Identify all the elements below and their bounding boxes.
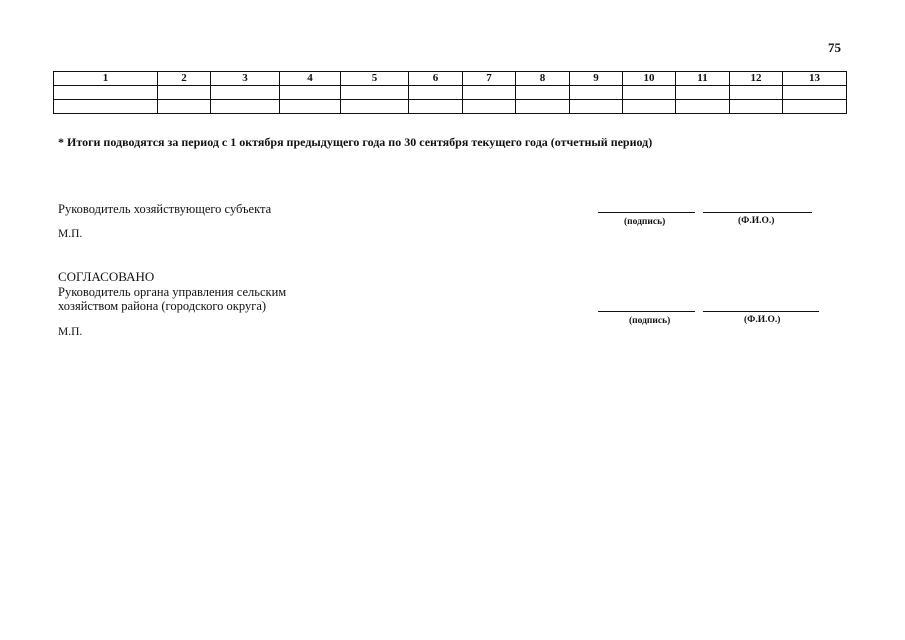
footnote: * Итоги подводятся за период с 1 октября предыдущего года по 30 сентября текущего года (отчетный период) bbox=[58, 135, 653, 149]
column-header: 12 bbox=[730, 72, 783, 86]
data-table bbox=[53, 71, 847, 114]
approver-title-line1: Руководитель органа управления сельским bbox=[58, 285, 287, 299]
table-cell bbox=[463, 100, 516, 114]
column-header: 10 bbox=[623, 72, 676, 86]
name-line bbox=[703, 212, 812, 213]
signature-caption: (подпись) bbox=[629, 316, 671, 326]
table-cell bbox=[623, 100, 676, 114]
column-header: 6 bbox=[409, 72, 463, 86]
table-cell bbox=[516, 100, 570, 114]
table-cell bbox=[280, 100, 341, 114]
table-cell bbox=[676, 100, 730, 114]
table-cell bbox=[211, 100, 280, 114]
column-header: 8 bbox=[516, 72, 570, 86]
stamp-label: М.П. bbox=[58, 326, 83, 338]
column-header: 11 bbox=[676, 72, 730, 86]
signature-caption: (подпись) bbox=[624, 217, 666, 227]
table-cell bbox=[341, 86, 409, 100]
table-cell bbox=[158, 86, 211, 100]
signature-line bbox=[598, 212, 695, 213]
head-of-entity-label: Руководитель хозяйствующего субъекта bbox=[58, 202, 272, 216]
table-cell bbox=[570, 100, 623, 114]
table-cell bbox=[730, 86, 783, 100]
table-cell bbox=[570, 86, 623, 100]
table-cell bbox=[54, 100, 158, 114]
name-caption: (Ф.И.О.) bbox=[744, 315, 781, 325]
table-cell bbox=[463, 86, 516, 100]
table-cell bbox=[211, 86, 280, 100]
column-header: 5 bbox=[341, 72, 409, 86]
table-cell bbox=[158, 100, 211, 114]
table-cell bbox=[783, 86, 847, 100]
table-cell bbox=[783, 100, 847, 114]
column-header: 13 bbox=[783, 72, 847, 86]
name-caption: (Ф.И.О.) bbox=[738, 216, 775, 226]
table-row bbox=[54, 100, 847, 114]
column-header: 4 bbox=[280, 72, 341, 86]
column-header: 7 bbox=[463, 72, 516, 86]
table-cell bbox=[409, 86, 463, 100]
table-cell bbox=[341, 100, 409, 114]
approved-label: СОГЛАСОВАНО bbox=[58, 269, 155, 284]
page-number: 75 bbox=[828, 40, 841, 55]
table-cell bbox=[280, 86, 341, 100]
column-header: 9 bbox=[570, 72, 623, 86]
signature-line bbox=[598, 311, 695, 312]
table-cell bbox=[676, 86, 730, 100]
table-cell bbox=[409, 100, 463, 114]
stamp-label: М.П. bbox=[58, 228, 83, 240]
table-header-row bbox=[54, 72, 847, 86]
column-header: 1 bbox=[54, 72, 158, 86]
table-row bbox=[54, 86, 847, 100]
column-header: 3 bbox=[211, 72, 280, 86]
table-cell bbox=[623, 86, 676, 100]
table-cell bbox=[516, 86, 570, 100]
table-cell bbox=[54, 86, 158, 100]
table-cell bbox=[730, 100, 783, 114]
column-header: 2 bbox=[158, 72, 211, 86]
name-line bbox=[703, 311, 819, 312]
approver-title-line2: хозяйством района (городского округа) bbox=[58, 299, 267, 313]
